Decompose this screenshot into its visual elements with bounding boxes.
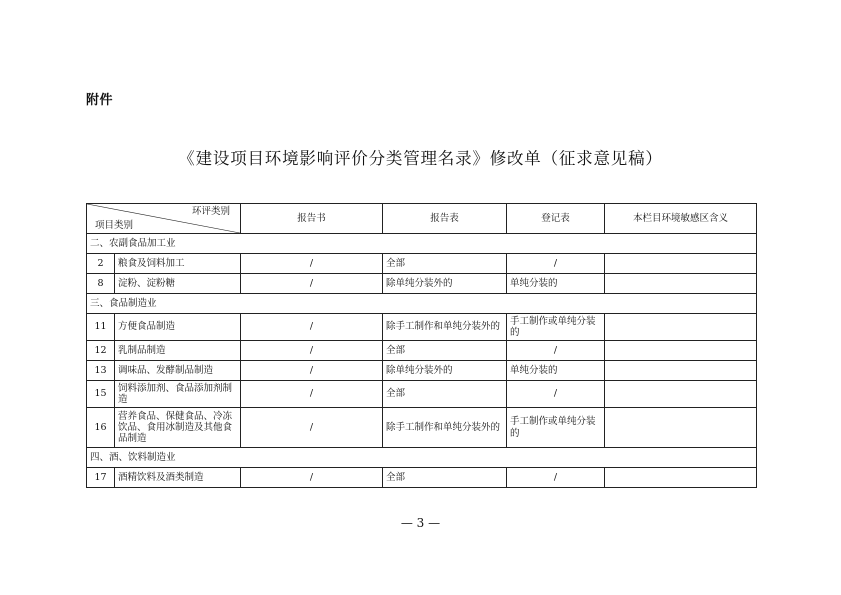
sensitive-area-cell [605, 361, 757, 381]
report-form-cell: 全部 [383, 381, 507, 408]
registration-cell: 单纯分装的 [507, 274, 605, 294]
report-book-cell: / [241, 254, 383, 274]
section-row [87, 234, 757, 254]
report-form-cell: 全部 [383, 254, 507, 274]
registration-cell: / [507, 254, 605, 274]
registration-cell: 手工制作或单纯分装的 [507, 314, 605, 341]
header-report-form: 报告表 [383, 204, 507, 234]
report-book-cell: / [241, 314, 383, 341]
table-row [87, 274, 757, 294]
registration-cell: / [507, 468, 605, 488]
classification-table [86, 203, 757, 488]
table-row [87, 468, 757, 488]
report-book-cell: / [241, 468, 383, 488]
report-form-cell: 除单纯分装外的 [383, 274, 507, 294]
item-number: 2 [87, 254, 115, 274]
sensitive-area-cell [605, 381, 757, 408]
header-project-category: 项目类别 [95, 219, 134, 231]
item-name: 酒精饮料及酒类制造 [115, 468, 241, 488]
sensitive-area-cell [605, 341, 757, 361]
sensitive-area-cell [605, 254, 757, 274]
item-number: 17 [87, 468, 115, 488]
header-eia-category: 环评类别 [191, 206, 230, 217]
report-form-cell: 除单纯分装外的 [383, 361, 507, 381]
item-name: 方便食品制造 [115, 314, 241, 341]
sensitive-area-cell [605, 408, 757, 448]
item-name: 饲料添加剂、食品添加剂制造 [115, 381, 241, 408]
document-title: 《建设项目环境影响评价分类管理名录》修改单（征求意见稿） [178, 149, 663, 168]
item-number: 13 [87, 361, 115, 381]
registration-cell: 手工制作或单纯分装的 [507, 408, 605, 448]
report-book-cell: / [241, 361, 383, 381]
item-number: 8 [87, 274, 115, 294]
section-row [87, 448, 757, 468]
report-book-cell: / [241, 381, 383, 408]
diagonal-header-cell [87, 204, 241, 234]
page-number: — 3 — [400, 516, 441, 530]
table-row [87, 408, 757, 448]
report-book-cell: / [241, 341, 383, 361]
item-name: 乳制品制造 [115, 341, 241, 361]
report-book-cell: / [241, 408, 383, 448]
report-book-cell: / [241, 274, 383, 294]
table-row [87, 314, 757, 341]
item-number: 15 [87, 381, 115, 408]
item-number: 11 [87, 314, 115, 341]
annex-label: 附件 [86, 93, 114, 108]
item-number: 16 [87, 408, 115, 448]
table-row [87, 361, 757, 381]
item-number: 12 [87, 341, 115, 361]
section-title: 二、农副食品加工业 [87, 234, 757, 254]
sensitive-area-cell [605, 468, 757, 488]
section-row [87, 294, 757, 314]
section-title: 三、食品制造业 [87, 294, 757, 314]
sensitive-area-cell [605, 314, 757, 341]
registration-cell: / [507, 381, 605, 408]
report-form-cell: 除手工制作和单纯分装外的 [383, 408, 507, 448]
header-registration-form: 登记表 [507, 204, 605, 234]
header-report-book: 报告书 [241, 204, 383, 234]
item-name: 营养食品、保健食品、冷冻饮品、食用冰制造及其他食品制造 [115, 408, 241, 448]
table-row [87, 341, 757, 361]
sensitive-area-cell [605, 274, 757, 294]
header-sensitive-area: 本栏目环境敏感区含义 [605, 204, 757, 234]
report-form-cell: 除手工制作和单纯分装外的 [383, 314, 507, 341]
header-row [87, 204, 757, 234]
item-name: 调味品、发酵制品制造 [115, 361, 241, 381]
report-form-cell: 全部 [383, 341, 507, 361]
report-form-cell: 全部 [383, 468, 507, 488]
table-row [87, 381, 757, 408]
section-title: 四、酒、饮料制造业 [87, 448, 757, 468]
registration-cell: 单纯分装的 [507, 361, 605, 381]
item-name: 淀粉、淀粉糖 [115, 274, 241, 294]
registration-cell: / [507, 341, 605, 361]
table-row [87, 254, 757, 274]
item-name: 粮食及饲料加工 [115, 254, 241, 274]
